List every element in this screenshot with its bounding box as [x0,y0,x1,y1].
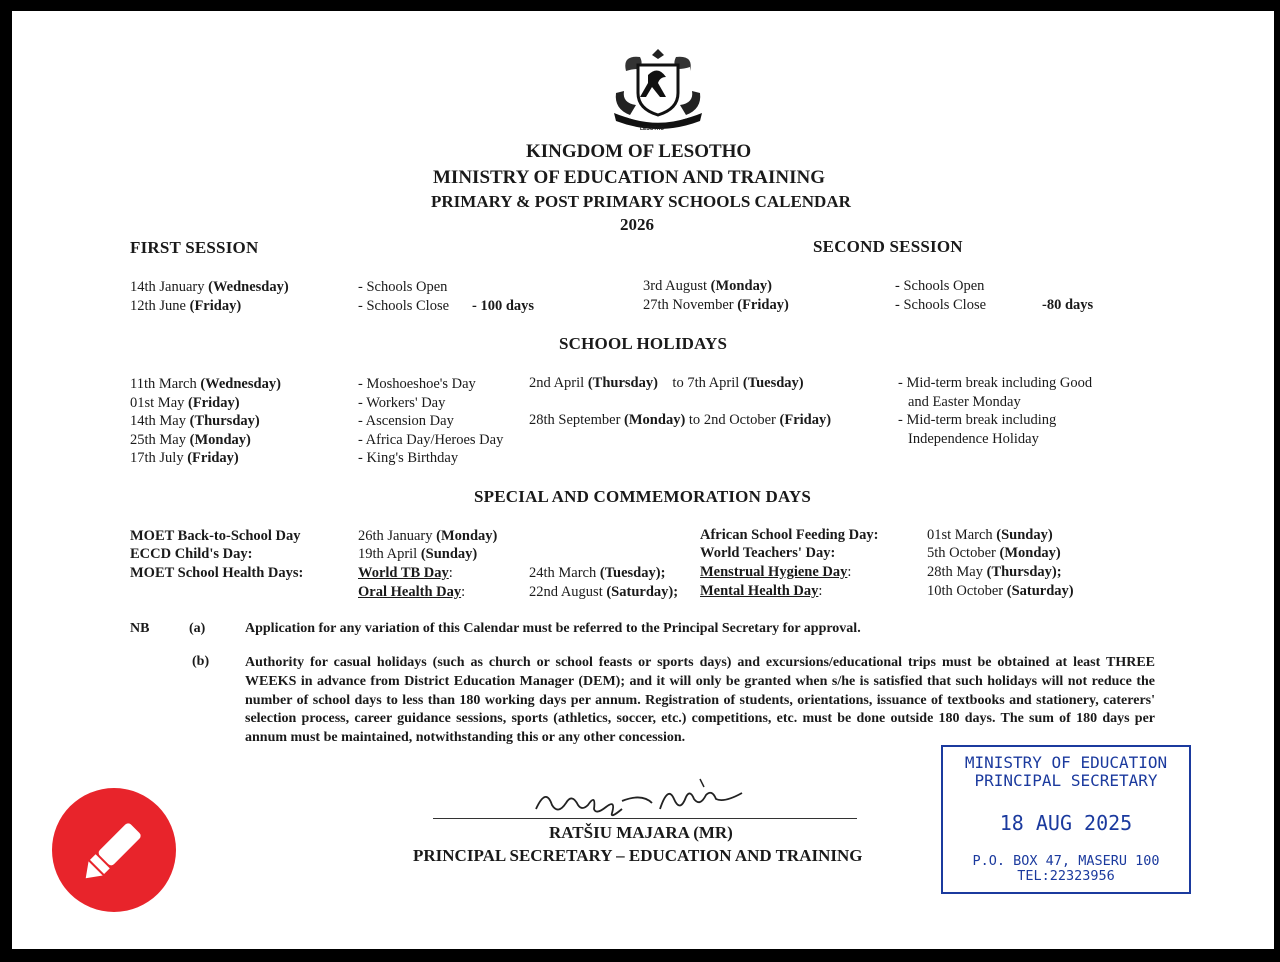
signature-line [433,818,857,819]
calendar-title: PRIMARY & POST PRIMARY SCHOOLS CALENDAR [431,192,851,211]
signatory-title: PRINCIPAL SECRETARY – EDUCATION AND TRAINING [413,846,863,865]
list-item: 14th May (Thursday) [130,413,260,430]
document-page [12,11,1274,949]
first-session-days: - 100 days [472,298,535,314]
official-stamp: MINISTRY OF EDUCATION PRINCIPAL SECRETARY 18 AUG 2025 P.O. BOX 47, MASERU 100 TEL:22323956 [941,745,1191,894]
note-a-text: Application for any variation of this Calendar must be referred to the Principal Secretary for approval. [245,621,861,636]
mental-health-date: 10th October (Saturday) [927,583,1074,599]
holiday-names-list [358,375,503,468]
emblem-caption: LESOTHO [640,126,665,132]
ministry-title: MINISTRY OF EDUCATION AND TRAINING [433,167,826,188]
coat-of-arms-icon [608,45,708,137]
back-to-school-date: 26th January (Monday) [358,528,498,544]
first-session-close-date: 12th June (Friday) [130,298,242,314]
break-1-description: - Mid-term break including Good and Easter Monday [898,375,1093,410]
signatory-name: RATŠIU MAJARA (MR) [549,823,733,842]
list-item: - Ascension Day [358,413,454,430]
note-b-marker: (b) [192,654,210,669]
eccd-date: 19th April (Sunday) [358,546,478,562]
list-item: - Africa Day/Heroes Day [358,431,504,448]
note-a-marker: (a) [189,621,206,636]
break-1-dates: 2nd April (Thursday) to 7th April (Tuesday) [529,375,804,391]
edit-button[interactable] [52,788,176,912]
second-session-close-date: 27th November (Friday) [643,297,789,313]
second-session-heading: SECOND SESSION [813,237,963,256]
health-days-label: MOET School Health Days: [130,565,304,581]
oral-health-name: Oral Health Day: [358,584,466,600]
break-2-description: - Mid-term break including Independence Holiday [898,412,1057,447]
calendar-year: 2026 [620,215,654,234]
feeding-day-label: African School Feeding Day: [700,527,879,543]
second-session-open-label: - Schools Open [895,278,985,294]
list-item: - Workers' Day [358,394,446,411]
list-item: - Moshoeshoe's Day [358,376,476,392]
back-to-school-label: MOET Back-to-School Day [130,528,301,544]
break-2-dates: 28th September (Monday) to 2nd October (Friday) [529,412,832,428]
first-session-heading: FIRST SESSION [130,238,259,257]
feeding-day-date: 01st March (Sunday) [927,527,1053,543]
edit-icon [52,788,176,912]
tb-day-name: World TB Day: [358,565,453,581]
menstrual-day-date: 28th May (Thursday); [927,564,1062,580]
first-session-close-label: - Schools Close [358,298,450,314]
teachers-day-label: World Teachers' Day: [700,545,836,561]
list-item: 11th March (Wednesday) [130,376,281,392]
tb-day-date: 24th March (Tuesday); [529,565,666,581]
second-session-days: -80 days [1042,297,1094,313]
first-session-open-date: 14th January (Wednesday) [130,279,289,295]
list-item: 01st May (Friday) [130,394,240,411]
second-session-close-label: - Schools Close [895,297,987,313]
eccd-label: ECCD Child's Day: [130,546,253,562]
country-title: KINGDOM OF LESOTHO [526,141,752,162]
special-days-heading: SPECIAL AND COMMEMORATION DAYS [474,487,812,506]
teachers-day-date: 5th October (Monday) [927,545,1061,561]
menstrual-day-name: Menstrual Hygiene Day: [700,564,852,580]
list-item: 17th July (Friday) [130,450,239,467]
holiday-dates-list [130,375,281,468]
oral-health-date: 22nd August (Saturday); [529,584,679,600]
second-session-open-date: 3rd August (Monday) [643,278,772,294]
note-b-text: Authority for casual holidays (such as church or school feasts or sports days) and excursions/educational trips must be obtained at least THREE WEEKS in advance from District Education Manager (DEM); and it will only be granted when s/he is satisfied that such holidays will not reduce the number of school days to less than 180 working days per annum. Registration of students, orientations, issuance of textbooks and stationery, caterers' selection process, career guidance sessions, sports (athletics, soccer, etc.) competitions, etc. must be done outside 180 days. The sum of 180 days per annum must be maintained, notwithstanding this or any other concession. [245,655,1155,746]
mental-health-name: Mental Health Day: [700,583,823,599]
school-holidays-heading: SCHOOL HOLIDAYS [559,334,728,353]
list-item: 25th May (Monday) [130,431,251,448]
signature [530,773,760,821]
nb-label: NB [130,621,150,636]
list-item: - King's Birthday [358,450,459,467]
first-session-open-label: - Schools Open [358,279,448,295]
